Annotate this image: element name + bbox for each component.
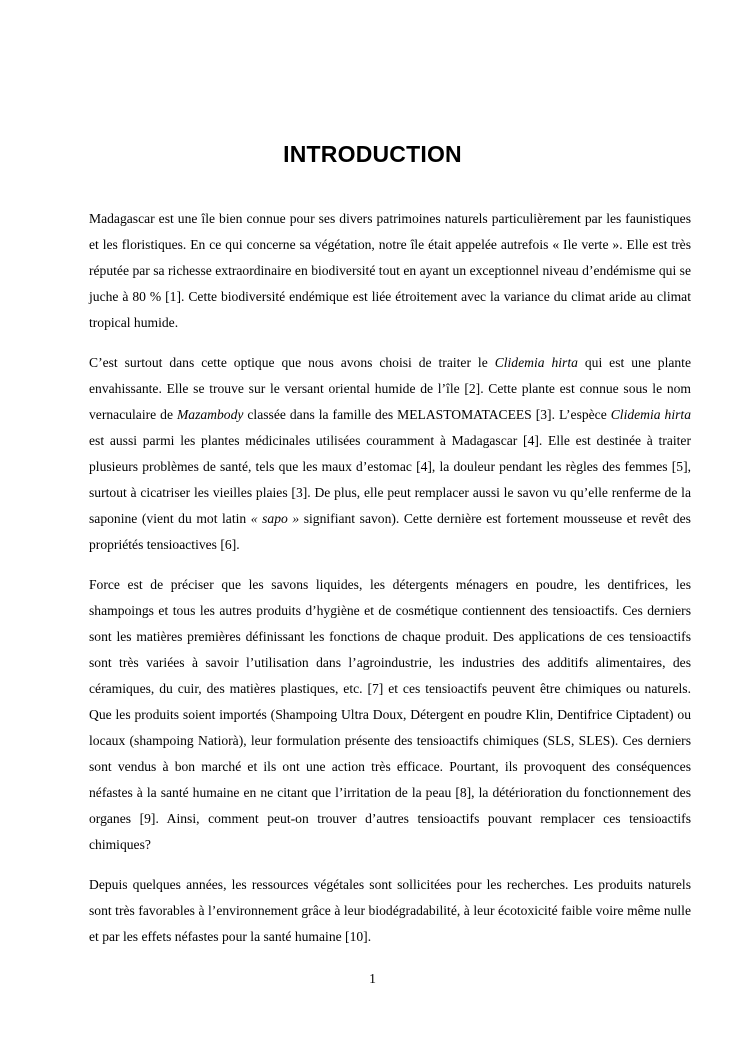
paragraph-2 [89, 350, 691, 558]
text-run: qui est une plante envahissante. Elle se trouve sur le versant oriental humide de l’île [2]. Cette plante est connue sous le nom vernaculaire de [89, 355, 691, 422]
vernacular-name: Mazambody [176, 407, 244, 422]
text-run: C’est surtout dans cette optique que nous avons choisi de traiter le [89, 355, 495, 370]
page-number: 1 [369, 971, 376, 986]
text-run: Force est de préciser que les savons liquides, les détergents ménagers en poudre, les dentifrices, les shampoings et tous les autres produits d’hygiène et de cosmétique contiennent des tensioactifs. Ces derniers sont les matières premières définissant les fonctions de chaque produit. Des applications de ces tensioactifs sont très variées à savoir l’utilisation dans l’agroindustrie, les industries des additifs alimentaires, des céramiques, du cuir, des matières plastiques, etc. [7] et ces tensioactifs peuvent être chimiques ou naturels. Que les produits soient importés (Shampoing Ultra Doux, Détergent en poudre Klin, Dentifrice Ciptadent) ou locaux (shampoing Natiorà), leur formulation présente des tensioactifs chimiques (SLS, SLES). Ces derniers sont vendus à bon marché et ils ont une action très efficace. Pourtant, ils provoquent des conséquences néfastes à la santé humaine en ne citant que l’irritation de la peau [8], la détérioration du fonctionnement des organes [9]. Ainsi, comment peut-on trouver d’autres tensioactifs pouvant remplacer ces tensioactifs chimiques? [89, 577, 691, 852]
text-run: signifiant savon). Cette dernière est fortement mousseuse et revêt des propriétés tensioactives [6]. [89, 511, 691, 552]
text-run: est aussi parmi les plantes médicinales utilisées couramment à Madagascar [4]. Elle est destinée à traiter plusieurs problèmes de santé, tels que les maux d’estomac [4], la douleur pendant les règles des femmes [5], surtout à cicatriser les vieilles plaies [3]. De plus, elle peut remplacer aussi le savon vu qu’elle renferme de la saponine (vient du mot latin [89, 433, 691, 526]
paragraph-3 [89, 572, 691, 858]
latin-term: « sapo » [250, 511, 300, 526]
paragraph-1 [89, 206, 691, 336]
text-run: classée dans la famille des MELASTOMATACEES [3]. L’espèce [243, 407, 611, 422]
text-run: Depuis quelques années, les ressources végétales sont sollicitées pour les recherches. Les produits naturels sont très favorables à l’environnement grâce à leur biodégradabilité, à leur écotoxicité faible voire même nulle et par les effets néfastes pour la santé humaine [10]. [89, 877, 691, 944]
document-body [89, 206, 691, 964]
paragraph-4 [89, 872, 691, 950]
page-title: INTRODUCTION [283, 141, 462, 167]
species-name: Clidemia hirta [494, 355, 578, 370]
text-run: Madagascar est une île bien connue pour ses divers patrimoines naturels particulièrement par les faunistiques et les floristiques. En ce qui concerne sa végétation, notre île était appelée autrefois « Ile verte ». Elle est très réputée par sa richesse extraordinaire en biodiversité tout en ayant un exceptionnel niveau d’endémisme qui se juche à 80 % [1]. Cette biodiversité endémique est liée étroitement avec la variance du climat aride au climat tropical humide. [89, 211, 691, 330]
species-name: Clidemia hirta [610, 407, 691, 422]
